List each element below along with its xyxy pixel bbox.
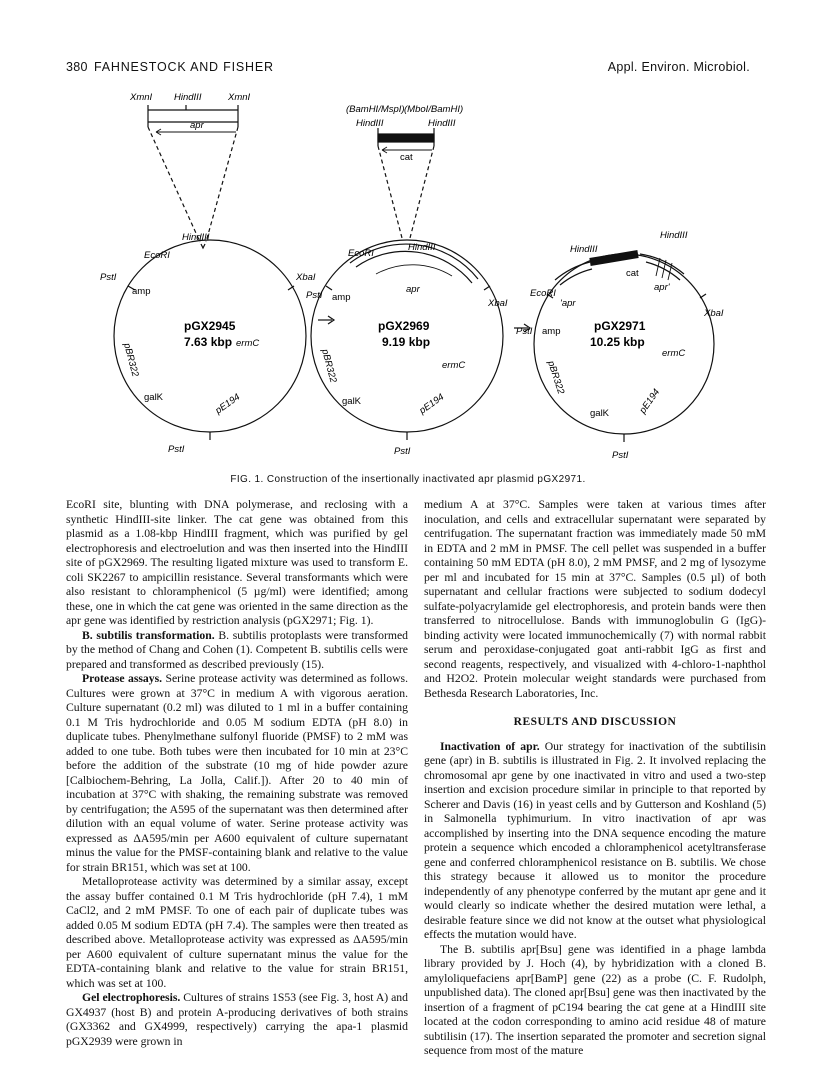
paragraph bbox=[66, 991, 408, 1049]
label-hindiii-2a: HindIII bbox=[356, 118, 384, 129]
label-galk-2: galK bbox=[342, 396, 362, 407]
paragraph-body: Our strategy for inactivation of the subtilisin gene (apr) in B. subtilis is illustrated in Fig. 2. It involved replacing the chromosomal apr gene by one inactivated in vitro and used a two-step insertion and excision procedure similar in principle to that reported by Scherer and Davis (16) in yeast cells and by Gutterson and Koshland (5) in Salmonella typhimurium. In vitro inactivation of apr was accomplished by inserting into the DNA sequence encoding the mature protein a sequence which encoded a chloramphenicol acetyltransferase gene and conferred chloramphenicol resistance on B. subtilis. We chose this strategy because it allowed us to monitor the procedure independently of any phenotype conferred by the mutant apr gene and it would clearly so indicate whether the desired mutation were lethal, a desirable feature since we did not know at the outset what physiological effects the mutation would have. bbox=[424, 739, 766, 941]
plasmid-2-size: 9.19 kbp bbox=[382, 335, 431, 349]
label-ecori-3: EcoRI bbox=[530, 288, 556, 299]
paragraph-body: B. subtilis protoplasts were transformed by the method of Chang and Cohen (1). Competent B. subtilis cells were prepared and transformed as described previously (15). bbox=[66, 628, 408, 671]
label-pe194-1: pE194 bbox=[213, 391, 243, 417]
section-heading: RESULTS AND DISCUSSION bbox=[513, 716, 677, 728]
label-pe194-2: pE194 bbox=[417, 391, 447, 417]
label-apr-2: apr bbox=[406, 284, 420, 295]
label-hindiii-3b: HindIII bbox=[570, 244, 598, 255]
label-bamhi-mspi: (BamHI/MspI) bbox=[346, 104, 405, 115]
label-mboi-bamhi: (MboI/BamHI) bbox=[404, 104, 464, 115]
label-xmni-left: XmnI bbox=[130, 92, 153, 103]
label-pbr322-1: pBR322 bbox=[121, 341, 141, 378]
label-cat-3: cat bbox=[626, 268, 639, 279]
label-hindiii-1: HindIII bbox=[174, 92, 202, 103]
label-xbai-3: XbaI bbox=[704, 308, 724, 319]
left-column bbox=[66, 498, 408, 1049]
label-xbai-2: XbaI bbox=[488, 298, 508, 309]
label-psti-1: PstI bbox=[100, 272, 117, 283]
paragraph: The B. subtilis apr[Bsu] gene was identified in a phage lambda library provided by J. Hoch (4), by hybridization with a cloned B. amyloliquefaciens apr[BamP] gene (22) as a probe (C. F. Rudolph, unpublished data). The cloned apr[Bsu] gene was then inactivated by the insertion of a fragment of pC194 bearing the cat gene at a HindIII site located at the codon corresponding to amino acid residue 48 of mature subtilisin (17). The insertion separated the promoter and secretion signal sequence from most of the mature bbox=[424, 942, 766, 1057]
paragraph: Metalloprotease activity was determined by a similar assay, except the assay buffer contained 0.1 M Tris hydrochloride (pH 7.4), 1 mM CaCl2, and 2 mM PMSF. To one of each pair of duplicate tubes was added 0.05 M sodium EDTA (pH 7.4). The samples were then treated as described above. Metalloprotease activity was expressed as ΔA595/min per A600 equivalent of culture supernatant minus the value for the EDTA-containing blank and relative to the value for strain BR151, which was set at 100. bbox=[66, 875, 408, 990]
paragraph: EcoRI site, blunting with DNA polymerase, and reclosing with a synthetic HindIII-site linker. The cat gene was obtained from this plasmid as a 1.08-kbp HindIII fragment, which was purified by gel electrophoresis and electroelution and was then inserted into the HindIII site of pGX2969. The resulting ligated mixture was used to transform E. coli SK2267 to ampicillin resistance. Several transformants which were also resistant to chloramphenicol (5 µg/ml) were identified; among these, one in which the cat gene was oriented in the same direction as the apr gene was identified by restriction analysis (pGX2971; Fig. 1). bbox=[66, 498, 408, 627]
label-amp-2: amp bbox=[332, 292, 351, 303]
label-prime-apr: 'apr bbox=[560, 298, 576, 309]
label-xbai-1: XbaI bbox=[296, 272, 316, 283]
running-head-authors: FAHNESTOCK AND FISHER bbox=[94, 60, 274, 74]
label-psti-2: PstI bbox=[306, 290, 323, 301]
run-in-head: Inactivation of apr. bbox=[440, 739, 540, 753]
paragraph-body: Serine protease activity was determined as follows. Cultures were grown at 37°C in medium A with vigorous aeration. Culture supernatant (0.2 ml) was diluted to 1 ml in a buffer containing 0.1 M Tris hydrochloride and 0.05 M sodium EDTA (pH 8.0) in duplicate tubes. Phenylmethane sulfonyl fluoride (PMSF) to 2 mM was added to one tube. Both tubes were then incubated for 10 min at 23°C before the addition of the substrate (10 mg of hide powder azure [Calbiochem-Behring, La Jolla, Calif.]). After 20 to 40 min of incubation at 37°C with shaking, the remaining substrate was removed by centrifugation; the A595 of the supernatant was then determined after dilution with an equal volume of water. Serine protease activity was expressed as ΔA595/min per A600 equivalent of culture supernatant minus the value for the PMSF-containing blank and relative to the value for strain BR151, which was set at 100. bbox=[66, 672, 408, 874]
run-in-head: B. subtilis transformation. bbox=[82, 628, 215, 642]
label-galk-3: galK bbox=[590, 408, 610, 419]
label-amp-3: amp bbox=[542, 326, 561, 337]
label-psti-1b: PstI bbox=[168, 444, 185, 455]
run-in-head: Protease assays. bbox=[82, 672, 163, 685]
label-pe194-3: pE194 bbox=[637, 386, 663, 416]
label-ermc-2: ermC bbox=[442, 360, 466, 371]
paragraph bbox=[424, 740, 766, 943]
label-pbr322-2: pBR322 bbox=[319, 347, 339, 384]
label-hindiii-2b: HindIII bbox=[428, 118, 456, 129]
label-cat-2: cat bbox=[400, 152, 413, 163]
label-psti-3: PstI bbox=[516, 326, 533, 337]
plasmid-3-size: 10.25 kbp bbox=[590, 335, 645, 349]
running-head-journal: Appl. Environ. Microbiol. bbox=[607, 60, 750, 74]
label-psti-2b: PstI bbox=[394, 446, 411, 457]
label-hindiii-1b: HindIII bbox=[182, 232, 210, 243]
figure-caption: FIG. 1. Construction of the insertionally inactivated apr plasmid pGX2971. bbox=[230, 474, 586, 485]
label-galk-1: galK bbox=[144, 392, 164, 403]
plasmid-2-name: pGX2969 bbox=[378, 319, 430, 333]
paragraph bbox=[66, 672, 408, 875]
label-ermc-3: ermC bbox=[662, 348, 686, 359]
label-hindiii-3a: HindIII bbox=[660, 230, 688, 241]
plasmid-1-name: pGX2945 bbox=[184, 319, 236, 333]
page-number: 380 bbox=[66, 60, 88, 74]
paragraph-body: Cultures of strains 1S53 (see Fig. 3, host A) and GX4937 (host B) and protein A-producing derivatives of both strains (GX3362 and GX4999, respectively) carrying the apa-1 plasmid pGX2939 were grown in bbox=[66, 991, 408, 1048]
plasmid-3-name: pGX2971 bbox=[594, 319, 646, 333]
label-psti-3b: PstI bbox=[612, 450, 629, 461]
label-ecori-1: EcoRI bbox=[144, 250, 170, 261]
label-pbr322-3: pBR322 bbox=[545, 359, 567, 396]
label-ermc-1: ermC bbox=[236, 338, 260, 349]
label-apr-prime: apr' bbox=[654, 282, 670, 293]
label-hindiii-2c: HindIII bbox=[408, 242, 436, 253]
label-xmni-right: XmnI bbox=[228, 92, 251, 103]
figure-1-diagram bbox=[60, 80, 760, 470]
paragraph: medium A at 37°C. Samples were taken at various times after inoculation, and cells and extracellular supernatant were separated by centrifugation. The supernatant fraction was immediately made 50 mM in EDTA and 2 mM in PMSF. The cell pellet was suspended in a buffer containing 50 mM EDTA (pH 8.0), 2 mM PMSF, and 2 mg of lysozyme per ml and incubated for 15 min at 37°C. Samples (0.5 µl) of both supernatant and cellular fractions were subjected to sodium dodecyl sulfate-polyacrylamide gel electrophoresis, and protein bands were then transferred to nitrocellulose. Bands with immunoglobulin G (IgG)-binding activity were located immunochemically (7) with normal rabbit serum and peroxidase-conjugated goat anti-rabbit IgG as first and second reagents, respectively, and visualized with 4-chloro-1-naphthol and H2O2. Protein molecular weight standards were purchased from Bethesda Research Laboratories, Inc. bbox=[424, 498, 766, 700]
label-amp-1: amp bbox=[132, 286, 151, 297]
label-ecori-2: EcoRI bbox=[348, 248, 374, 259]
run-in-head: Gel electrophoresis. bbox=[82, 991, 181, 1004]
paragraph bbox=[66, 629, 408, 673]
plasmid-1-size: 7.63 kbp bbox=[184, 335, 233, 349]
label-apr-1: apr bbox=[190, 120, 204, 131]
right-column bbox=[424, 498, 766, 1059]
